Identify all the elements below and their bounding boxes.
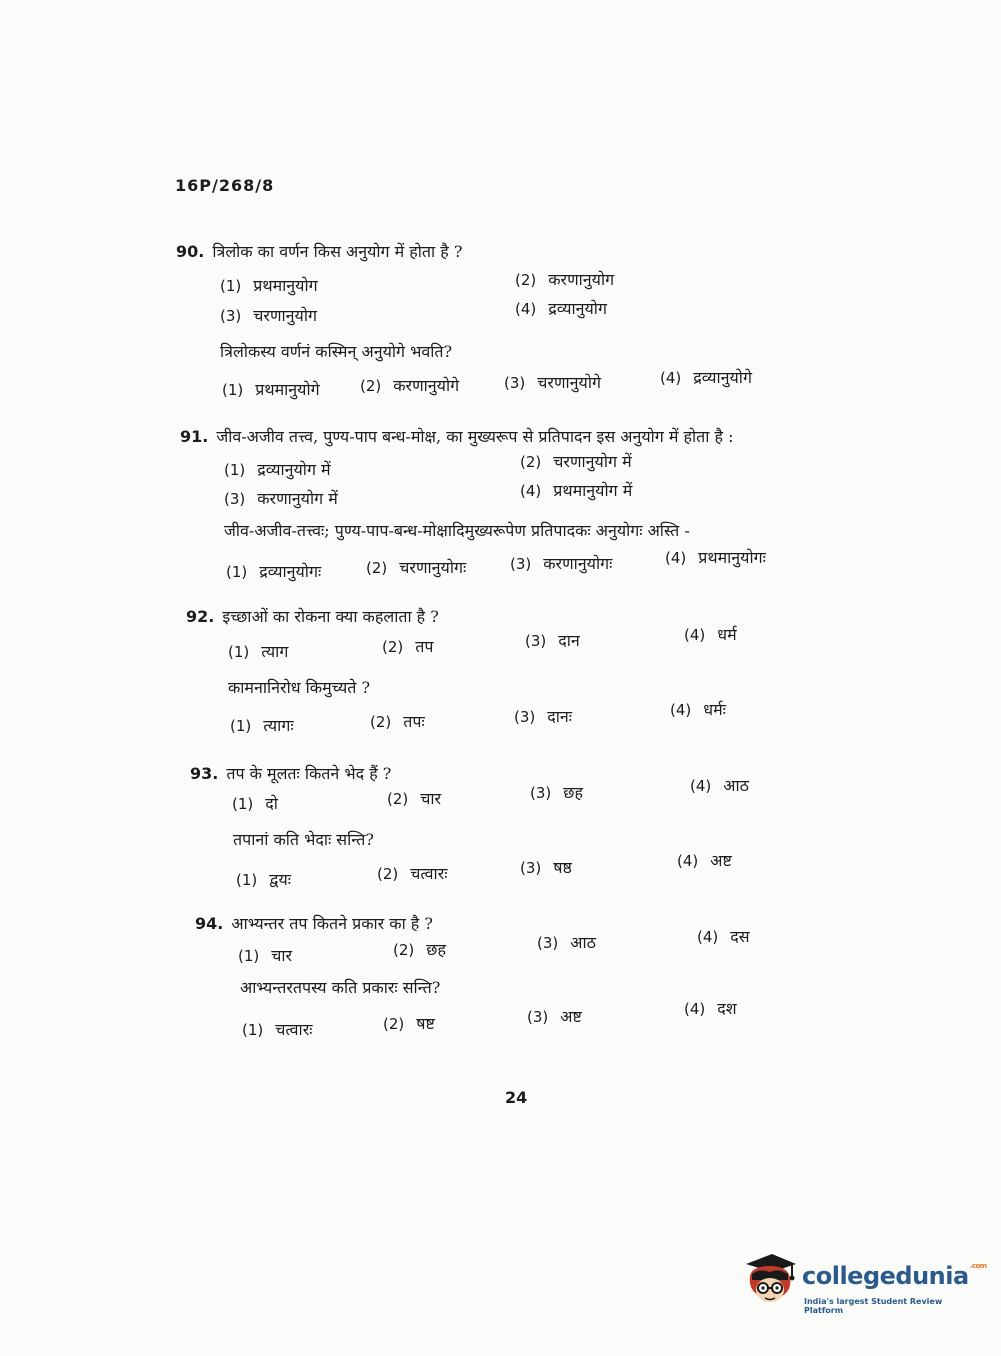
question-number: 94. xyxy=(195,914,224,933)
question-hindi: इच्छाओं का रोकना क्या कहलाता है ? xyxy=(222,607,439,626)
question-number: 91. xyxy=(180,427,209,446)
question-number: 90. xyxy=(176,242,205,261)
option: (1) दो xyxy=(232,794,278,813)
question-text xyxy=(186,605,439,627)
option: (2) चार xyxy=(387,789,442,808)
option: (3) चरणानुयोग xyxy=(220,306,317,325)
option: (4) द्रव्यानुयोग xyxy=(515,299,607,318)
option: (4) आठ xyxy=(690,776,749,795)
option: (4) प्रथमानुयोग में xyxy=(520,481,633,500)
option: (1) प्रथमानुयोग xyxy=(220,276,318,295)
option: (2) तपः xyxy=(370,712,425,731)
option: (1) द्रव्यानुयोग में xyxy=(224,460,331,479)
option: (2) चरणानुयोगः xyxy=(366,558,467,577)
option: (4) दश xyxy=(684,999,737,1018)
question-sanskrit: जीव-अजीव-तत्त्वः; पुण्य-पाप-बन्ध-मोक्षादिमुख्यरूपेण प्रतिपादकः अनुयोगः अस्ति - xyxy=(224,521,690,540)
option: (4) द्रव्यानुयोगे xyxy=(660,368,752,387)
question-sanskrit: त्रिलोकस्य वर्णनं कस्मिन् अनुयोगे भवति? xyxy=(220,342,453,361)
page-code: 16P/268/8 xyxy=(175,176,275,195)
option: (3) करणानुयोगः xyxy=(510,554,613,573)
option: (4) धर्म xyxy=(684,625,737,644)
logo-tagline: India's largest Student Review Platform xyxy=(804,1297,943,1315)
option: (1) द्वयः xyxy=(236,870,291,889)
collegedunia-logo[interactable] xyxy=(742,1250,987,1315)
question-text xyxy=(195,912,433,934)
question-text xyxy=(176,240,462,262)
option: (2) षष्ट xyxy=(383,1014,435,1033)
question-sanskrit: कामनानिरोध किमुच्यते ? xyxy=(228,678,371,697)
option: (3) छह xyxy=(530,783,583,802)
option: (4) प्रथमानुयोगः xyxy=(665,548,766,567)
option: (3) षष्ठ xyxy=(520,858,572,877)
option: (2) चत्वारः xyxy=(377,864,448,883)
question-sanskrit: आभ्यन्तरतपस्य कति प्रकारः सन्ति? xyxy=(240,978,441,997)
option: (3) दानः xyxy=(514,707,573,726)
option: (1) द्रव्यानुयोगः xyxy=(226,562,322,581)
question-sanskrit: तपानां कति भेदाः सन्ति? xyxy=(233,830,374,849)
option: (1) प्रथमानुयोगे xyxy=(222,380,320,399)
option: (3) आठ xyxy=(537,933,596,952)
option: (3) दान xyxy=(525,631,580,650)
option: (1) चत्वारः xyxy=(242,1020,313,1039)
option: (3) चरणानुयोगे xyxy=(504,373,601,392)
question-text xyxy=(180,425,734,447)
option: (4) अष्ट xyxy=(677,851,732,870)
question-number: 92. xyxy=(186,607,215,626)
option: (4) दस xyxy=(697,927,750,946)
option: (2) चरणानुयोग में xyxy=(520,452,632,471)
question-number: 93. xyxy=(190,764,219,783)
option: (2) करणानुयोगे xyxy=(360,376,460,395)
logo-wordmark: collegedunia$^{.com}$ xyxy=(802,1262,987,1290)
option: (2) छह xyxy=(393,940,446,959)
question-hindi: आभ्यन्तर तप कितने प्रकार का है ? xyxy=(231,914,433,933)
question-text xyxy=(190,762,391,784)
question-hindi: तप के मूलतः कितने भेद हैं ? xyxy=(226,764,392,783)
option: (1) चार xyxy=(238,946,293,965)
option: (2) करणानुयोग xyxy=(515,270,615,289)
question-hindi: त्रिलोक का वर्णन किस अनुयोग में होता है ? xyxy=(212,242,463,261)
option: (3) अष्ट xyxy=(527,1007,582,1026)
option: (4) धर्मः xyxy=(670,700,726,719)
option: (3) करणानुयोग में xyxy=(224,489,338,508)
question-hindi: जीव-अजीव तत्त्व, पुण्य-पाप बन्ध-मोक्ष, का मुख्यरूप से प्रतिपादन इस अनुयोग में होता है : xyxy=(216,427,734,446)
page-number: 24 xyxy=(505,1088,528,1107)
graduate-mascot-icon xyxy=(742,1250,798,1308)
option: (2) तप xyxy=(382,637,434,656)
option: (1) त्यागः xyxy=(230,716,294,735)
option: (1) त्याग xyxy=(228,642,289,661)
